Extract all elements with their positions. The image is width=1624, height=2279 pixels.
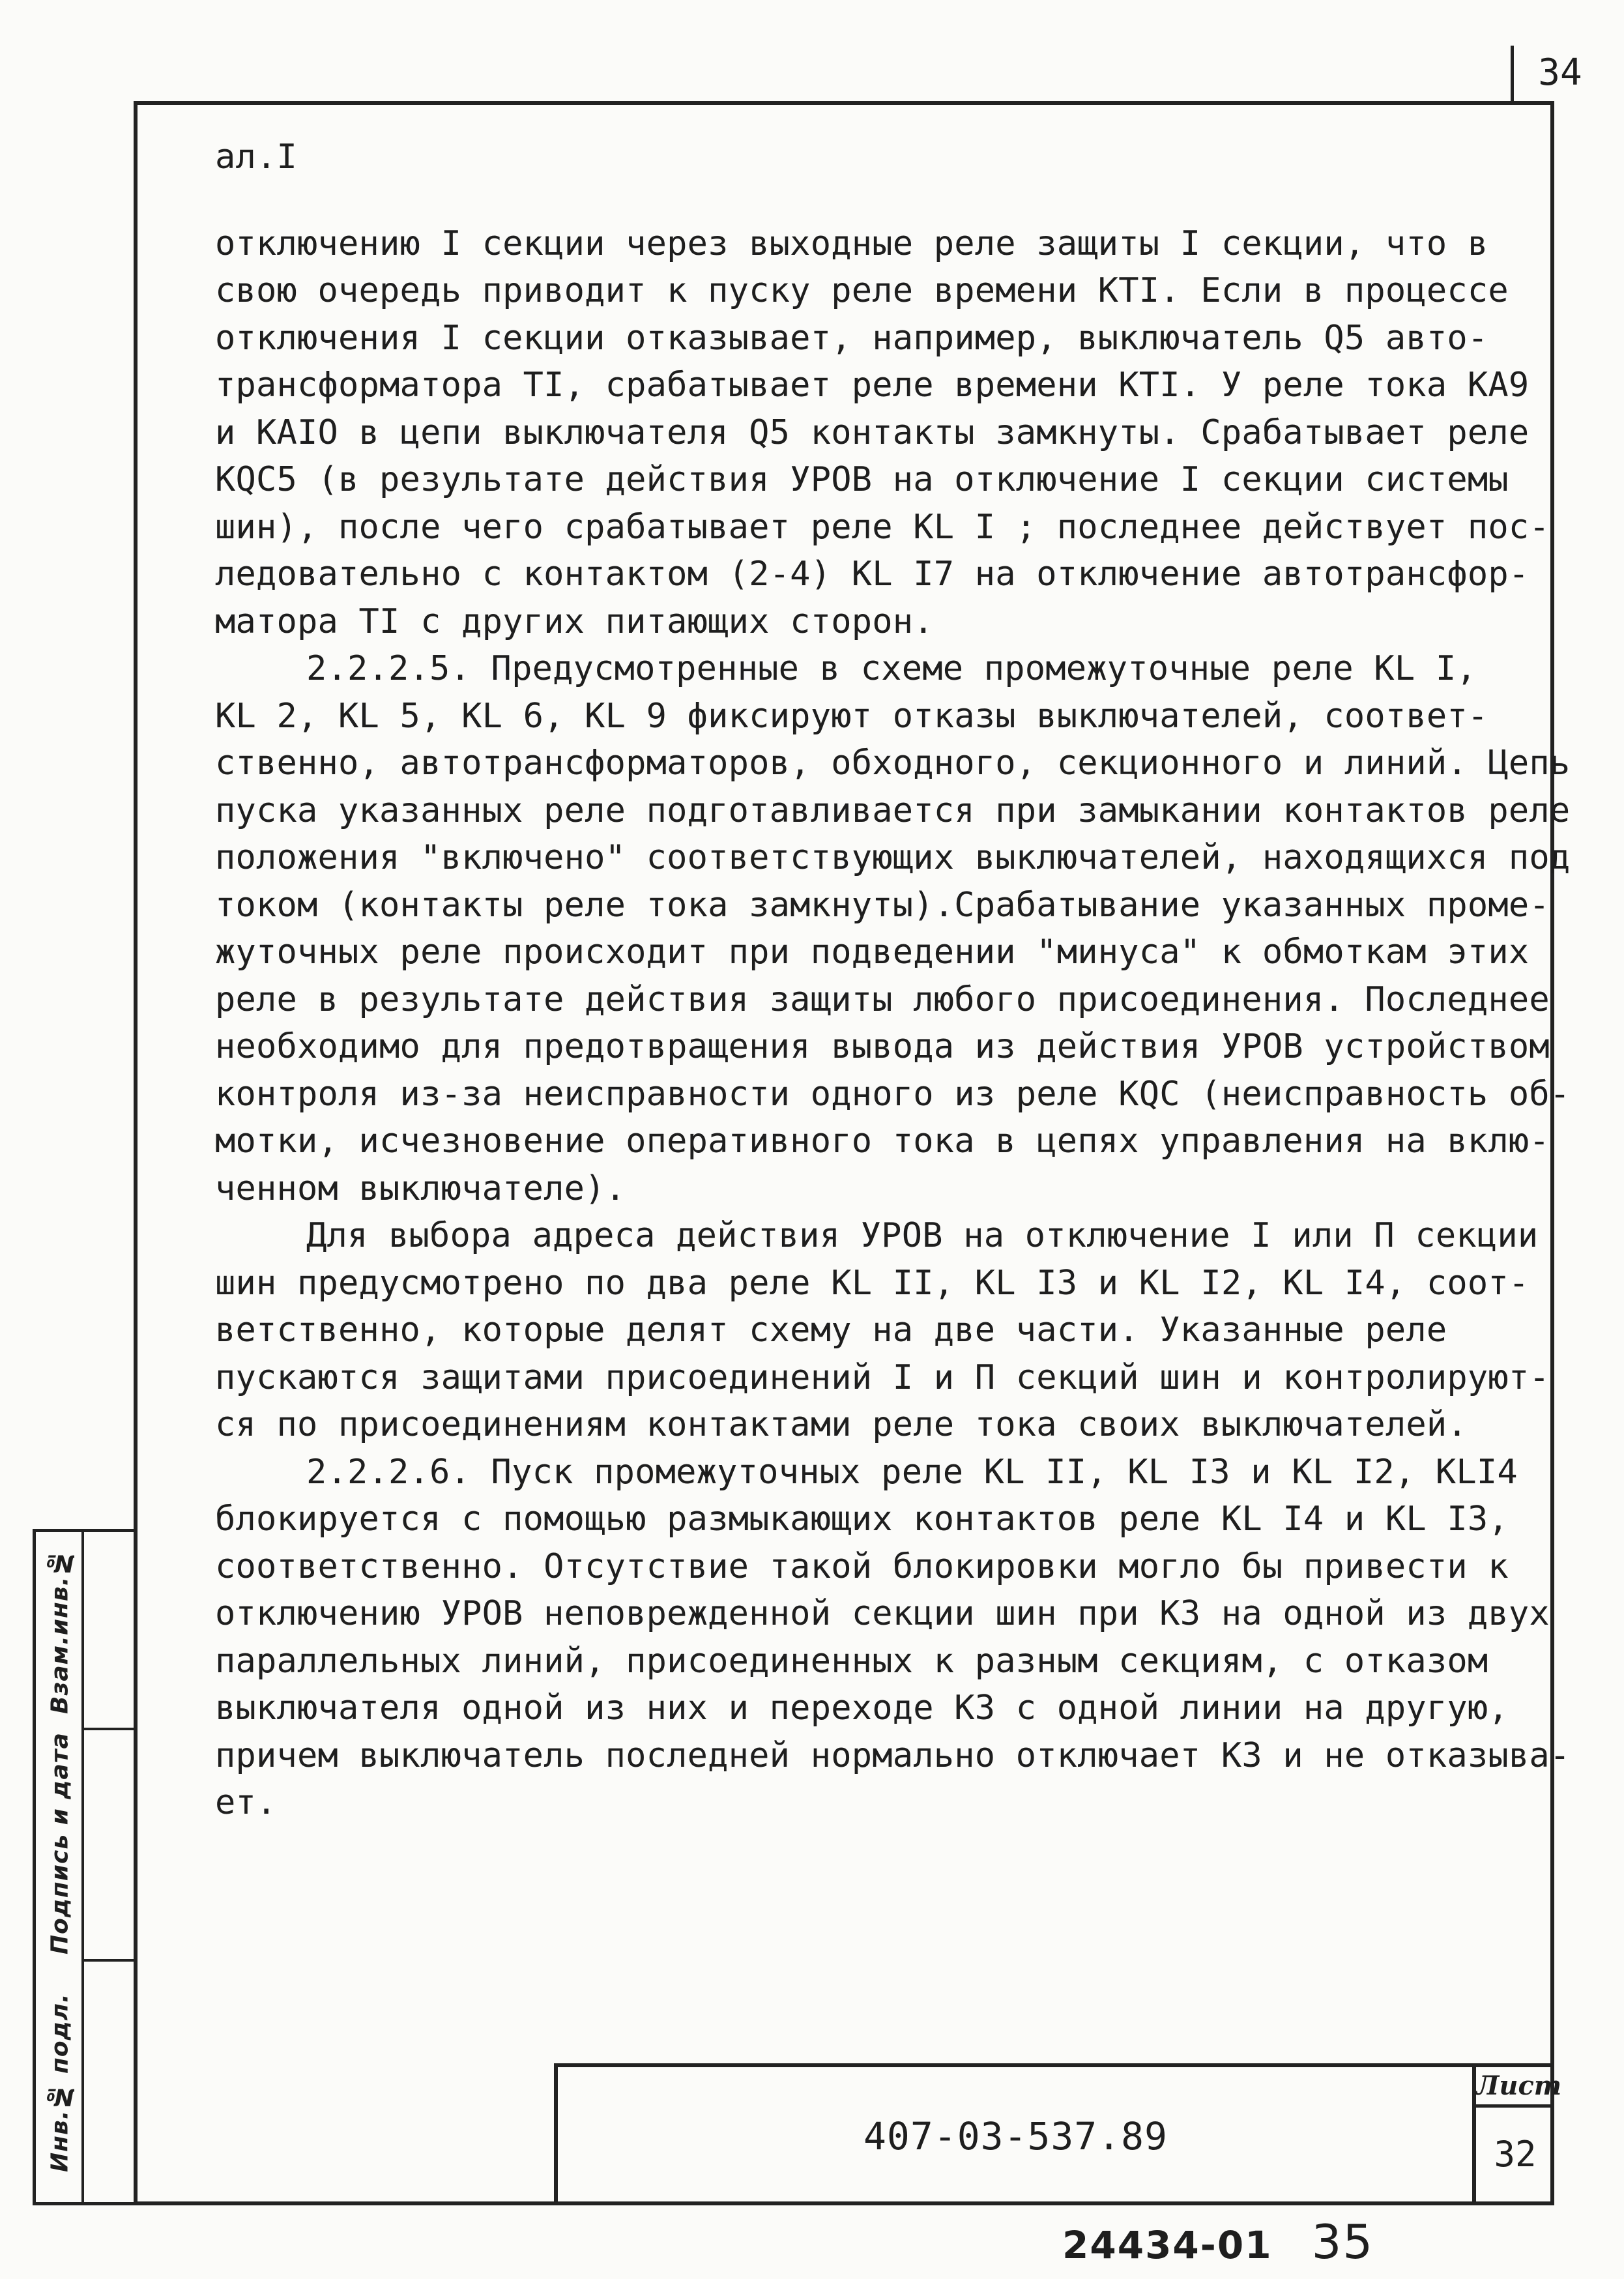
text-line: необходимо для предотвращения вывода из действия УРОВ устройством [215, 1027, 1550, 1066]
text-line: трансформатора ТI, срабатывает реле времени КТI. У реле тока КА9 [215, 366, 1530, 405]
text-line: блокируется с помощью размыкающих контактов реле KL I4 и KL I3, [215, 1500, 1509, 1539]
text-line: выключателя одной из них и переходе КЗ с одной линии на другую, [215, 1689, 1509, 1728]
text-line: KQC5 (в результате действия УРОВ на отключение I секции системы [215, 460, 1509, 499]
stamp-divider [81, 1728, 134, 1730]
text-line: ственно, автотрансформаторов, обходного, секционного и линий. Цепь [215, 744, 1571, 783]
text-line: током (контакты реле тока замкнуты).Срабатывание указанных проме- [215, 885, 1550, 925]
handwritten-code: 24434-01 [1062, 2223, 1273, 2267]
text-line: параллельных линий, присоединенных к разным секциям, с отказом [215, 1641, 1488, 1681]
text-line: реле в результате действия защиты любого присоединения. Последнее [215, 980, 1550, 1019]
text-line: ледовательно с контактом (2-4) KL I7 на отключение автотрансфор- [215, 555, 1530, 594]
paragraph-start: 2.2.2.5. Предусмотренные в схеме промежуточные реле KL I, [306, 649, 1477, 688]
text-line: пуска указанных реле подготавливается при замыкании контактов реле [215, 791, 1571, 830]
text-line: ветственно, которые делят схему на две части. Указанные реле [215, 1311, 1447, 1350]
text-line: и КАIО в цепи выключателя Q5 контакты замкнуты. Срабатывает реле [215, 413, 1530, 452]
text-line: положения "включено" соответствующих выключателей, находящихся под [215, 838, 1571, 877]
text-line: контроля из-за неисправности одного из реле KQC (неисправность об- [215, 1074, 1571, 1114]
stamp-label-inventory: Инв.№ подл. [46, 1993, 74, 2173]
text-line: матора ТI с других питающих сторон. [215, 602, 934, 641]
text-line: отключению УРОВ неповрежденной секции шин при КЗ на одной из двух [215, 1594, 1550, 1633]
sheet-number: 32 [1494, 2134, 1537, 2175]
paragraph-start: Для выбора адреса действия УРОВ на отключение I или П секции [306, 1216, 1539, 1255]
document-body [215, 134, 1571, 1827]
document-code: 407-03-537.89 [863, 2114, 1168, 2158]
page-number-top: 34 [1538, 51, 1582, 94]
handwritten-note [1062, 2213, 1518, 2271]
stamp-label-signature: Подпись и дата [46, 1732, 74, 1954]
text-line: отключению I секции через выходные реле защиты I секции, что в [215, 224, 1488, 263]
text-line: ся по присоединениям контактами реле тока своих выключателей. [215, 1405, 1468, 1444]
text-line: KL 2, KL 5, KL 6, KL 9 фиксируют отказы выключателей, соответ- [215, 696, 1488, 736]
handwritten-number: 35 [1311, 2214, 1374, 2269]
text-line: жуточных реле происходит при подведении "минуса" к обмоткам этих [215, 933, 1530, 972]
paragraph-start: 2.2.2.6. Пуск промежуточных реле KL II, KL I3 и KL I2, KLI4 [306, 1452, 1518, 1492]
section-header: ал.I [215, 138, 298, 177]
text-line: шин предусмотрено по два реле KL II, KL I3 и KL I2, KL I4, соот- [215, 1263, 1530, 1303]
corner-divider [1511, 46, 1514, 104]
stamp-divider [81, 1532, 84, 2202]
text-line: причем выключатель последней нормально отключает КЗ и не отказыва- [215, 1735, 1571, 1775]
sheet-label: Лист [1476, 2067, 1554, 2108]
text-line: пускаются защитами присоединений I и П секций шин и контролируют- [215, 1357, 1550, 1397]
side-stamp [33, 1529, 134, 2205]
stamp-label-replacement: Взам.инв.№ [46, 1548, 74, 1714]
text-line: свою очередь приводит к пуску реле времени КТI. Если в процессе [215, 271, 1509, 310]
text-line: мотки, исчезновение оперативного тока в цепях управления на вклю- [215, 1122, 1550, 1161]
sheet-cell [1472, 2067, 1562, 2205]
title-block [554, 2063, 1562, 2205]
text-line: шин), после чего срабатывает реле KL I ; последнее действует пос- [215, 507, 1550, 547]
text-line: ченном выключателе). [215, 1169, 626, 1208]
stamp-divider [81, 1959, 134, 1962]
text-line: отключения I секции отказывает, например, выключатель Q5 авто- [215, 318, 1488, 358]
text-line: ет. [215, 1783, 277, 1822]
text-line: соответственно. Отсутствие такой блокировки могло бы привести к [215, 1546, 1509, 1586]
